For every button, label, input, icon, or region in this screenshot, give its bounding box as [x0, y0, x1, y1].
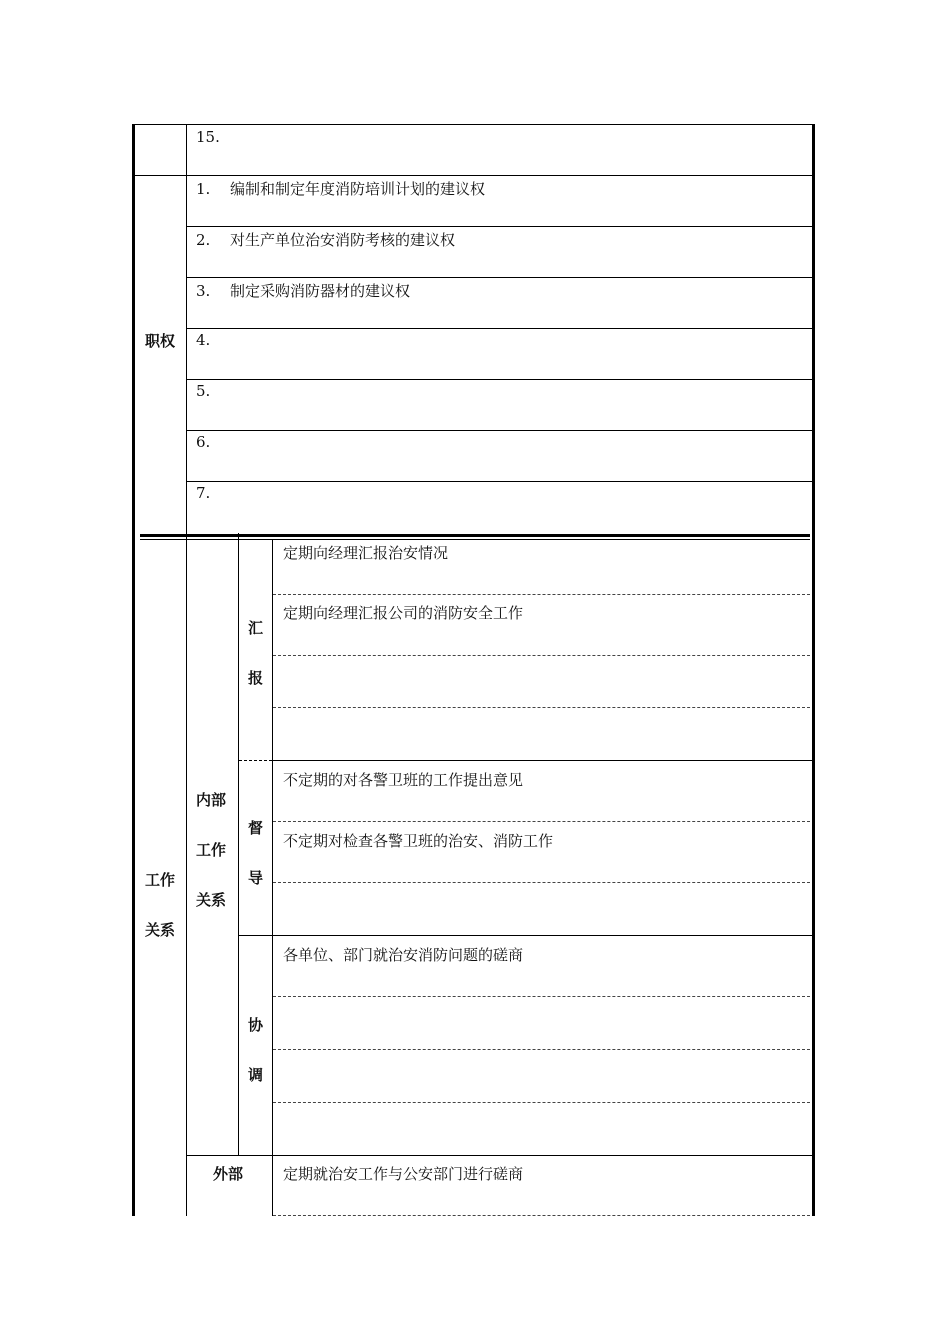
authority-item: 1. 编制和制定年度消防培训计划的建议权	[196, 180, 486, 198]
row-divider	[187, 430, 812, 431]
relations-label: 工作 关系	[145, 871, 176, 939]
authority-item: 5.	[196, 382, 211, 400]
external-label: 外部	[213, 1165, 244, 1183]
internal-relations-label: 内部 工作 关系	[196, 791, 227, 909]
group-divider	[239, 935, 812, 936]
table-left-border	[132, 124, 135, 1216]
authority-label: 职权	[145, 332, 176, 350]
dashed-divider	[273, 1049, 810, 1050]
dashed-divider	[273, 594, 810, 595]
authority-item: 4.	[196, 331, 211, 349]
report-item: 定期向经理汇报公司的消防安全工作	[283, 604, 524, 622]
section-separator-thin	[140, 539, 810, 540]
content-column-divider	[272, 540, 273, 1216]
section-separator	[140, 534, 810, 537]
dashed-divider	[273, 882, 810, 883]
subcolumn-dashed-divider	[239, 760, 272, 761]
dashed-divider	[273, 996, 810, 997]
supervise-label: 督 导	[248, 819, 264, 887]
row-divider	[135, 175, 812, 176]
item-15: 15.	[196, 128, 220, 146]
row-divider	[187, 379, 812, 380]
authority-item: 7.	[196, 484, 211, 502]
dashed-divider	[273, 821, 810, 822]
authority-item: 6.	[196, 433, 211, 451]
table-right-border	[812, 124, 815, 1216]
authority-item: 3. 制定采购消防器材的建议权	[196, 282, 411, 300]
row-divider	[187, 328, 812, 329]
row-divider	[187, 277, 812, 278]
authority-item: 2. 对生产单位治安消防考核的建议权	[196, 231, 456, 249]
internal-external-divider	[187, 1155, 812, 1156]
internal-subcolumn-divider	[238, 533, 239, 1155]
label-column-divider	[186, 124, 187, 1216]
external-item: 定期就治安工作与公安部门进行磋商	[283, 1165, 524, 1183]
report-label: 汇 报	[248, 619, 264, 687]
dashed-divider	[273, 1102, 810, 1103]
row-divider	[187, 481, 812, 482]
dashed-divider	[273, 707, 810, 708]
coordinate-label: 协 调	[248, 1016, 264, 1084]
dashed-divider	[273, 655, 810, 656]
report-item: 定期向经理汇报治安情况	[283, 544, 449, 562]
row-divider	[187, 226, 812, 227]
supervise-item: 不定期对检查各警卫班的治安、消防工作	[283, 832, 554, 850]
table-top-border	[135, 124, 812, 125]
coordinate-item: 各单位、部门就治安消防问题的磋商	[283, 946, 524, 964]
dashed-divider	[273, 1215, 810, 1216]
group-divider	[273, 760, 812, 761]
supervise-item: 不定期的对各警卫班的工作提出意见	[283, 771, 524, 789]
